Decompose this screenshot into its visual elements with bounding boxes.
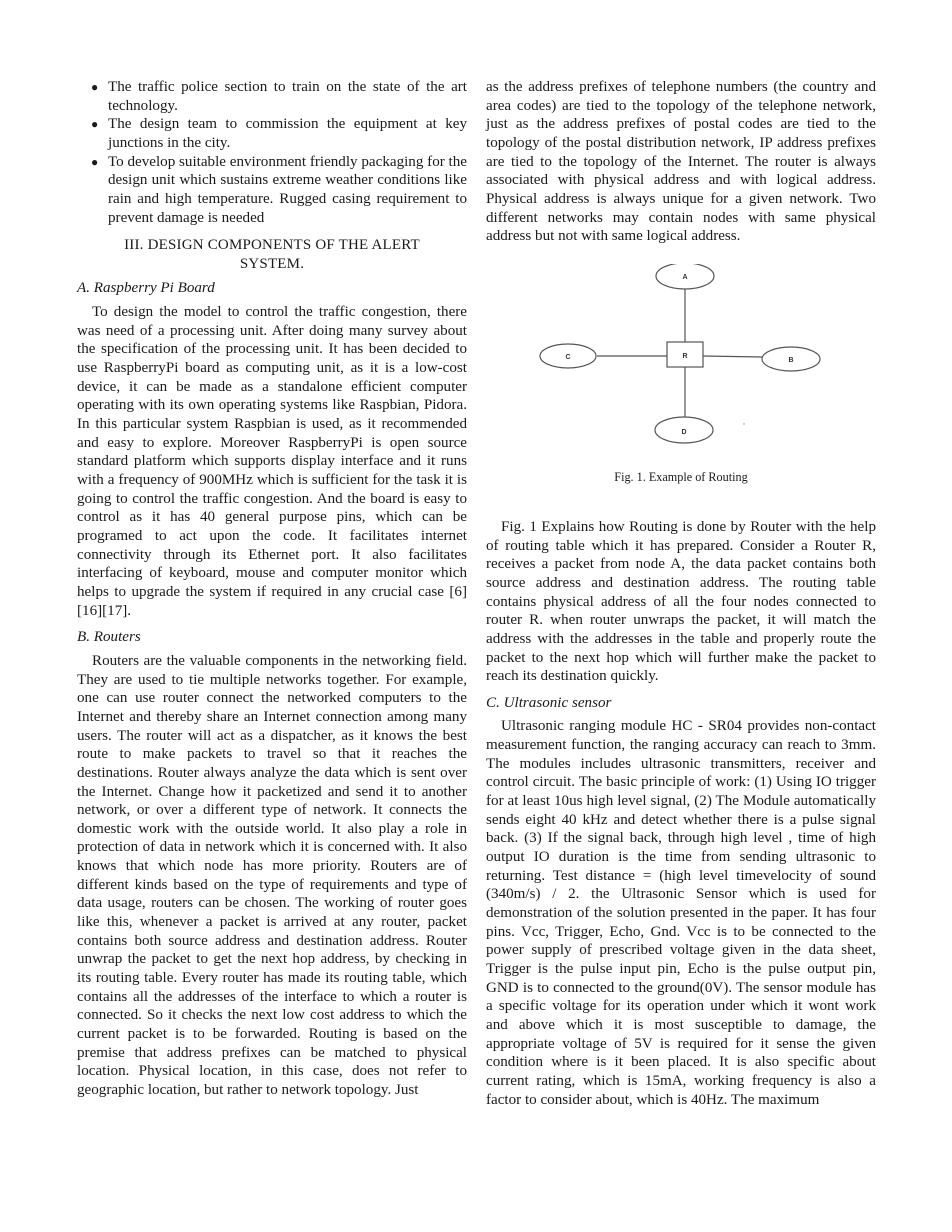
paragraph-ultrasonic: Ultrasonic ranging module HC - SR04 provides non-contact measurement function, the ranging accuracy can reach to 3mm. The modules includes ultrasonic transmitters, receiver and control circuit. The basic principle of work: (1) Using IO trigger for at least 10us high level signal, (2) The Module automatically sends eight 40 kHz and detect whether there is a pulse signal back. (3) If the signal back, through high level , time of high output IO duration is the time from sending ultrasonic to returning. Test distance = (high level timevelocity of sound (340m/s) / 2. the Ultrasonic Sensor which is used for demonstration of the solution presented in the paper. It has four pins. Vcc, Trigger, Echo, Gnd. Vcc is to be connected to the power supply of prescribed voltage given in the data sheet, Trigger is the pulse input pin, Echo is the pulse output pin, GND is to connected to the ground(0V). The sensor module has a specific voltage for its operation under which it wont work and above which it is most susceptible to damage, the appropriate voltage of 5V is required for it sense the given condition where is it been placed. It is also specific about current rating, which is 15mA, working frequency is also a factor to consider about, which is 40Hz. The maximum: [486, 718, 876, 1108]
subsection-title-raspberry-pi: A. Raspberry Pi Board: [77, 280, 215, 297]
right-column: [486, 78, 876, 1109]
bullet-item: ● The traffic police section to train on the state of the art technology.: [91, 79, 467, 114]
section-title: III. DESIGN COMPONENTS OF THE ALERT SYSTEM.: [124, 237, 420, 272]
requirements-bullet-list: [77, 78, 467, 227]
bullet-item: ● To develop suitable environment friendly packaging for the design unit which sustains extreme weather conditions like rain and high temperature. Rugged casing requirement to prevent damage is needed: [91, 153, 467, 226]
subsection-title-ultrasonic: C. Ultrasonic sensor: [486, 694, 612, 711]
paragraph-figure-explanation: Fig. 1 Explains how Routing is done by Router with the help of routing table which it has prepared. Consider a Router R, receives a packet from node A, the data packet contains both source address and destination address. The routing table contains physical address of all the four nodes connected to router R. when router unwraps the packet, it will match the address with the addresses in the table and properly route the packet to the next hop which will further make the packet to reach its destination quickly.: [486, 518, 876, 685]
bullet-icon: ●: [91, 80, 99, 94]
bullet-item: ● The design team to commission the equipment at key junctions in the city.: [91, 116, 467, 151]
edge-r-b: [703, 356, 762, 357]
subsection-title-routers: B. Routers: [77, 629, 141, 646]
paragraph-raspberry-pi: To design the model to control the traffic congestion, there was need of a processing unit. After doing many survey about the specification of the processing unit. It has been decided to use RaspberryPi board as computing unit, as it is a low-cost device, it can be made as a standalone efficient computer operating with its own operating systems like Raspbian, Pidora. In this particular system Raspbian is used, as it recommended and easy to explore. Moreover RaspberryPi is open source standard platform which supports display interface and it runs with a frequency of 900MHz which is sufficient for the task it is going to control the traffic congestion. And the board is easy to control as it has 40 general purpose pins, which can be programed to act upon the code. It facilitates internet connectivity through its Ethernet port. It also facilitates interfacing of keyboard, mouse and computer monitor which helps to upgrade the system if required in any crucial case [6][16][17].: [77, 304, 467, 619]
figure-caption: Fig. 1. Example of Routing: [614, 469, 748, 484]
node-a-label: A: [682, 273, 688, 281]
left-column: [77, 78, 467, 1100]
node-c-label: C: [565, 353, 571, 361]
router-label: R: [682, 352, 688, 360]
bullet-icon: ●: [91, 117, 99, 132]
node-b-label: B: [788, 356, 794, 364]
paragraph-routers: Routers are the valuable components in the networking field. They are used to tie multiple networks together. For example, one can use router connect the networked computers to the Internet and thereby share an Internet connection among many users. The router will act as a dispatcher, as it knows the best route to make packets to travel so that it reaches the destinations. Router always analyze the data which is sent over the Internet. Change how it packetized and send it to another network, or over a different type of network. It connects the domestic work with the outside world. It also play a role in protection of data in network which it is concerned with. It also knows that which node has more priority. Routers are of different kinds based on the type of requirements and type of data usage, routers can be chosen. The working of router goes like this, whenever a packet is arrived at any router, packet contains both source address and destination address. Router unwrap the packet to get the next hop address, by checking in its routing table. Every router has made its routing table, which contains all the addresses of the interface to which a router is connected. So it checks the next low cost address to which the current packet is to be forwarded. Routing is based on the premise that address prefixes can be matched to physical location. Physical location, in this case, does not refer to geographic location, but rather to network topology. Just: [77, 652, 467, 1098]
routing-diagram: [486, 264, 876, 464]
bullet-icon: ●: [91, 154, 99, 169]
routing-figure: [486, 264, 876, 484]
node-d-label: D: [681, 428, 687, 436]
paragraph-routers-continued: as the address prefixes of telephone numbers (the country and area codes) are tied to the topology of the telephone network, just as the address prefixes of postal codes are tied to the topology of the postal distribution network, IP address prefixes are tied to the topology of the Internet. The router is always associated with physical address and with logical address. Physical address is always unique for a given network. Two different networks may contain nodes with same physical address but not with same logical address.: [486, 79, 876, 245]
